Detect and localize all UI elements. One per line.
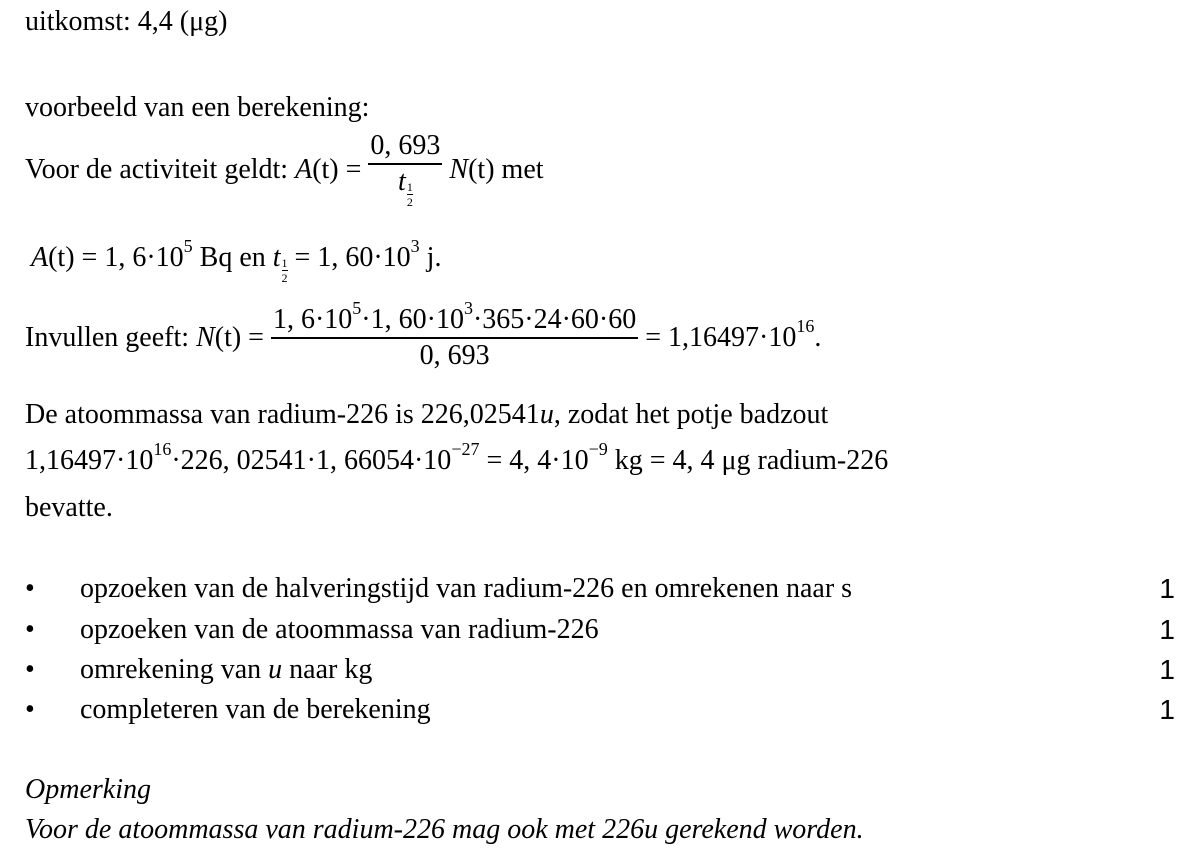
num-exp-b: 3: [463, 298, 473, 318]
scoring-text-a: omrekening van: [80, 654, 269, 685]
scoring-item: [25, 614, 1175, 646]
outcome-paren-close: ): [218, 6, 228, 37]
mass-line-3: bevatte.: [25, 492, 113, 523]
halflife-symbol: t: [398, 165, 406, 197]
scoring-item: [25, 654, 1175, 686]
mass-rest: , zodat het potje badzout: [553, 399, 829, 430]
fill-in-fraction: [271, 298, 638, 371]
remark-title: Opmerking: [25, 774, 151, 805]
mass-part-a: 1,16497·10: [25, 445, 154, 476]
activity-denominator: [368, 165, 442, 209]
n-argument: (t): [468, 153, 495, 185]
t-value: = 1, 60·10: [287, 242, 411, 273]
activity-fraction: [368, 132, 442, 208]
half-numerator: 1: [281, 256, 288, 270]
scoring-text: opzoeken van de halveringstijd van radium-226 en omrekenen naar s: [80, 573, 853, 604]
mass-exp-c: −9: [588, 439, 608, 459]
fill-in-result-exponent: 16: [796, 315, 815, 336]
activity-suffix: met: [494, 153, 544, 185]
mass-exp-a: 16: [153, 439, 172, 459]
remark-body: Voor de atoommassa van radium-226 mag ook met 226u gerekend worden.: [25, 814, 864, 845]
example-heading: voorbeeld van een berekening:: [25, 92, 370, 123]
fill-in-prefix: Invullen geeft:: [25, 321, 197, 353]
activity-numerator: 0, 693: [370, 130, 441, 161]
activity-prefix: Voor de activiteit geldt:: [25, 153, 296, 185]
mass-part-c: = 4, 4·10: [479, 445, 589, 476]
outcome-line: [25, 8, 227, 36]
mass-line-1: [25, 401, 828, 429]
t-symbol: t: [272, 242, 281, 273]
outcome-label: uitkomst: 4,4: [25, 6, 180, 37]
fill-in-numerator: [271, 298, 638, 335]
outcome-paren-open: (: [179, 6, 190, 37]
given-values-line: [31, 236, 442, 285]
half-subscript: [407, 181, 413, 208]
num-exp-a: 5: [352, 298, 362, 318]
mass-exp-b: −27: [451, 439, 480, 459]
scoring-item: [25, 573, 1175, 605]
fill-in-result-end: .: [814, 321, 822, 353]
half-denominator: 2: [406, 194, 413, 209]
scoring-text-b: naar kg: [282, 654, 373, 685]
fraction-bar: [271, 337, 638, 339]
num-part-a: 1, 6·10: [272, 304, 353, 335]
num-part-c: ·365·24·60·60: [472, 304, 637, 335]
bullet-icon: •: [25, 614, 35, 645]
n-symbol: N: [449, 153, 469, 185]
bullet-icon: •: [25, 694, 35, 725]
outcome-unit: μg: [189, 6, 219, 37]
half-numerator: 1: [406, 179, 413, 194]
num-part-b: ·1, 60·10: [361, 304, 464, 335]
scoring-text: opzoeken van de atoommassa van radium-226: [80, 614, 599, 645]
n-argument: (t) =: [214, 321, 264, 353]
a-symbol: A: [31, 242, 49, 273]
scoring-item: [25, 694, 1175, 726]
bullet-icon: •: [25, 654, 35, 685]
activity-argument: (t) =: [312, 153, 362, 185]
scoring-text: completeren van de berekening: [80, 694, 431, 725]
mass-part-b: ·226, 02541·1, 66054·10: [171, 445, 452, 476]
scoring-points: 1: [1159, 573, 1175, 604]
activity-formula-line: [25, 132, 544, 208]
scoring-points: 1: [1159, 614, 1175, 645]
half-denominator: 2: [281, 271, 288, 285]
fill-in-line: [25, 298, 822, 371]
a-unit: Bq en: [192, 242, 273, 273]
t-exponent: 3: [410, 236, 420, 256]
scoring-points: 1: [1159, 694, 1175, 725]
mass-line-2: [25, 439, 889, 476]
scoring-text: [80, 654, 372, 686]
a-exponent: 5: [183, 236, 193, 256]
fill-in-denominator: 0, 693: [419, 339, 490, 371]
u-symbol: u: [268, 654, 283, 685]
t-unit: j.: [419, 242, 442, 273]
n-symbol: N: [196, 321, 215, 353]
activity-symbol: A: [295, 153, 313, 185]
bullet-icon: •: [25, 573, 35, 604]
a-value: (t) = 1, 6·10: [48, 242, 184, 273]
fill-in-result: = 1,16497·10: [645, 321, 797, 353]
fraction-bar: [368, 163, 442, 165]
mass-part-d: kg = 4, 4 μg radium-226: [607, 445, 889, 476]
u-symbol: u: [539, 399, 554, 430]
mass-text: De atoommassa van radium-226 is 226,02541: [25, 399, 540, 430]
scoring-points: 1: [1159, 654, 1175, 685]
